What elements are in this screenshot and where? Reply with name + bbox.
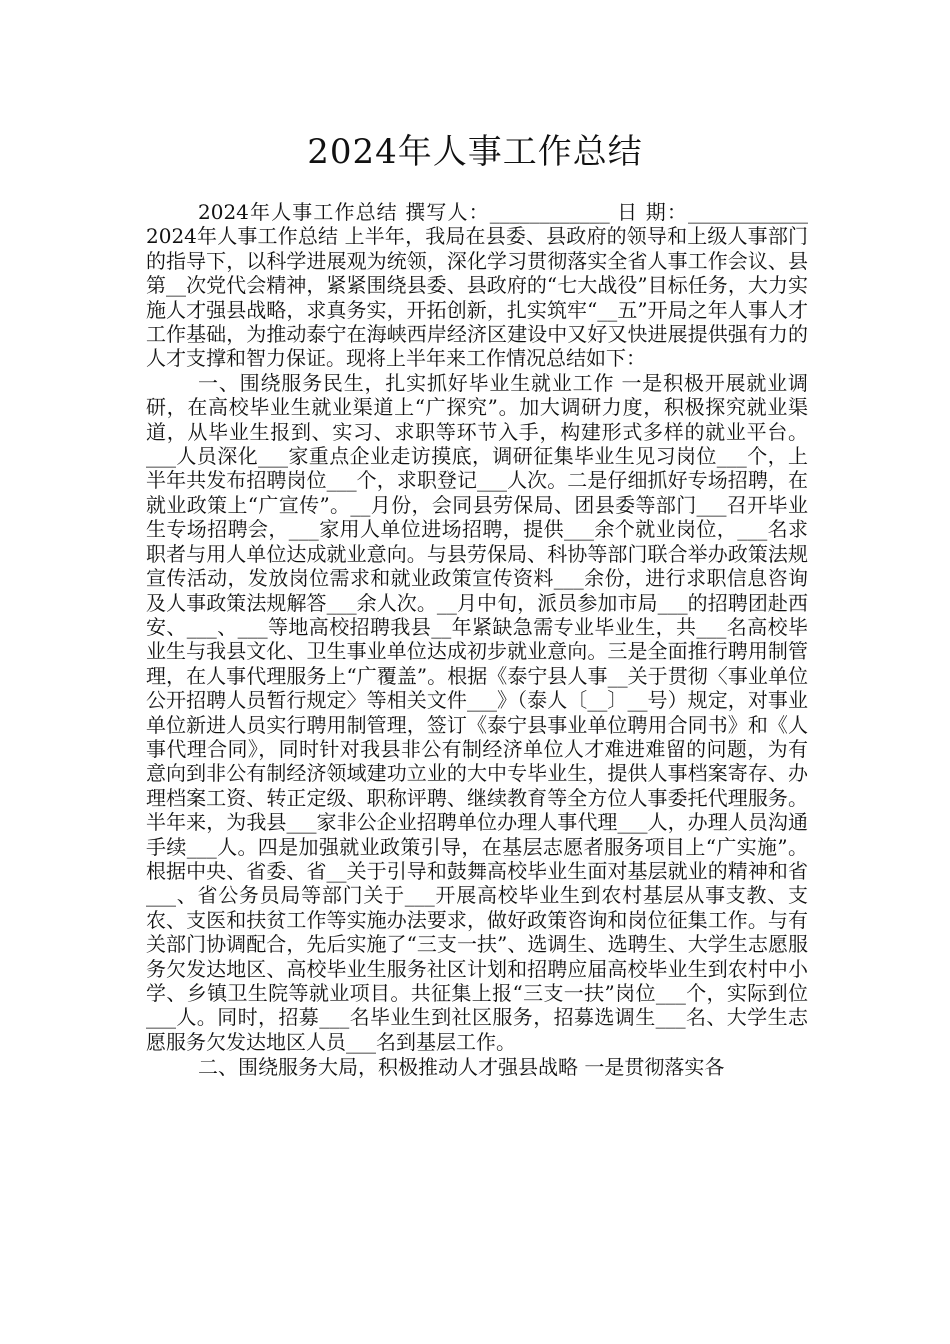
intro-paragraph: 2024年人事工作总结 撰写人：____________ 日 期：____________ 2024年人事工作总结 上半年，我局在县委、县政府的领导和上级人事部门的指导下，以科学进展观为统领，深化学习贯彻落实全省人事工作会议、县第__次党代会精神，紧紧围绕县委、县政府的“七大战役”目标任务，大力实施人才强县战略，求真务实，开拓创新，扎实筑牢“__五”开局之年人事人才工作基础，为推动泰宁在海峡西岸经济区建设中又好又快进展提供强有力的人才支撑和智力保证。现将上半年来工作情况总结如下：	[146, 200, 808, 371]
section-1-paragraph: 一、围绕服务民生，扎实抓好毕业生就业工作 一是积极开展就业调研，在高校毕业生就业渠道上“广探究”。加大调研力度，积极探究就业渠道，从毕业生报到、实习、求职等环节入手，构建形式多样的就业平台。___人员深化___家重点企业走访摸底，调研征集毕业生见习岗位___个，上半年共发布招聘岗位___个，求职登记___人次。二是仔细抓好专场招聘，在就业政策上“广宣传”。__月份，会同县劳保局、团县委等部门___召开毕业生专场招聘会，___家用人单位进场招聘，提供___余个就业岗位，___名求职者与用人单位达成就业意向。与县劳保局、科协等部门联合举办政策法规宣传活动，发放岗位需求和就业政策宣传资料___余份，进行求职信息咨询及人事政策法规解答___余人次。__月中旬，派员参加市局___的招聘团赴西安、___、___等地高校招聘我县__年紧缺急需专业毕业生，共___名高校毕业生与我县文化、卫生事业单位达成初步就业意向。三是全面推行聘用制管理，在人事代理服务上“广覆盖”。根据《泰宁县人事__关于贯彻〈事业单位公开招聘人员暂行规定〉等相关文件___》（泰人〔__〕__号）规定，对事业单位新进人员实行聘用制管理，签订《泰宁县事业单位聘用合同书》和《人事代理合同》，同时针对我县非公有制经济单位人才难进难留的问题，为有意向到非公有制经济领域建功立业的大中专毕业生，提供人事档案寄存、办理档案工资、转正定级、职称评聘、继续教育等全方位人事委托代理服务。半年来，为我县___家非公企业招聘单位办理人事代理___人，办理人员沟通手续___人。四是加强就业政策引导，在基层志愿者服务项目上“广实施”。根据中央、省委、省__关于引导和鼓舞高校毕业生面对基层就业的精神和省___、省公务员局等部门关于___开展高校毕业生到农村基层从事支教、支农、支医和扶贫工作等实施办法要求，做好政策咨询和岗位征集工作。与有关部门协调配合，先后实施了“三支一扶”、选调生、选聘生、大学生志愿服务欠发达地区、高校毕业生服务社区计划和招聘应届高校毕业生到农村中小学、乡镇卫生院等就业项目。共征集上报“三支一扶”岗位___个，实际到位___人。同时，招募___名毕业生到社区服务，招募选调生___名、大学生志愿服务欠发达地区人员___名到基层工作。	[146, 370, 808, 1054]
document-title: 2024年人事工作总结	[307, 132, 643, 172]
document-body	[146, 200, 808, 1080]
section-2-paragraph: 二、围绕服务大局，积极推动人才强县战略 一是贯彻落实各	[198, 1055, 725, 1080]
